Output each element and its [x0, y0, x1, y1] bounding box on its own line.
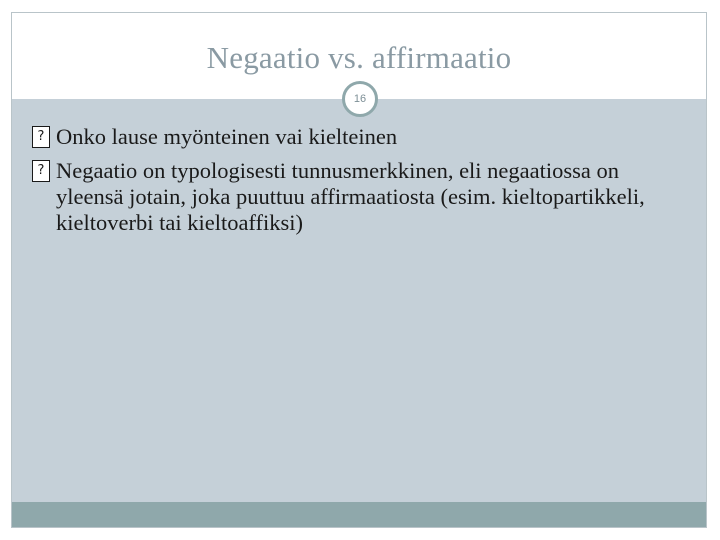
footer-bar: [12, 502, 706, 527]
slide-number-badge: [342, 81, 378, 117]
bullet-marker-icon: ?: [32, 126, 50, 148]
bullet-marker-icon: ?: [32, 160, 50, 182]
bullet-item: [32, 158, 692, 236]
slide-number: 16: [353, 93, 367, 105]
bullet-text: Negaatio on typologisesti tunnusmerkkinen, eli negaatiossa on yleensä jotain, joka puuttuu affirmaatiosta (esim. kieltopartikkeli, kieltoverbi tai kieltoaffiksi): [56, 158, 645, 235]
bullet-list: [32, 124, 692, 244]
bullet-text: Onko lause myönteinen vai kielteinen: [56, 124, 398, 149]
bullet-item: [32, 124, 692, 150]
slide-title: Negaatio vs. affirmaatio: [206, 40, 512, 75]
